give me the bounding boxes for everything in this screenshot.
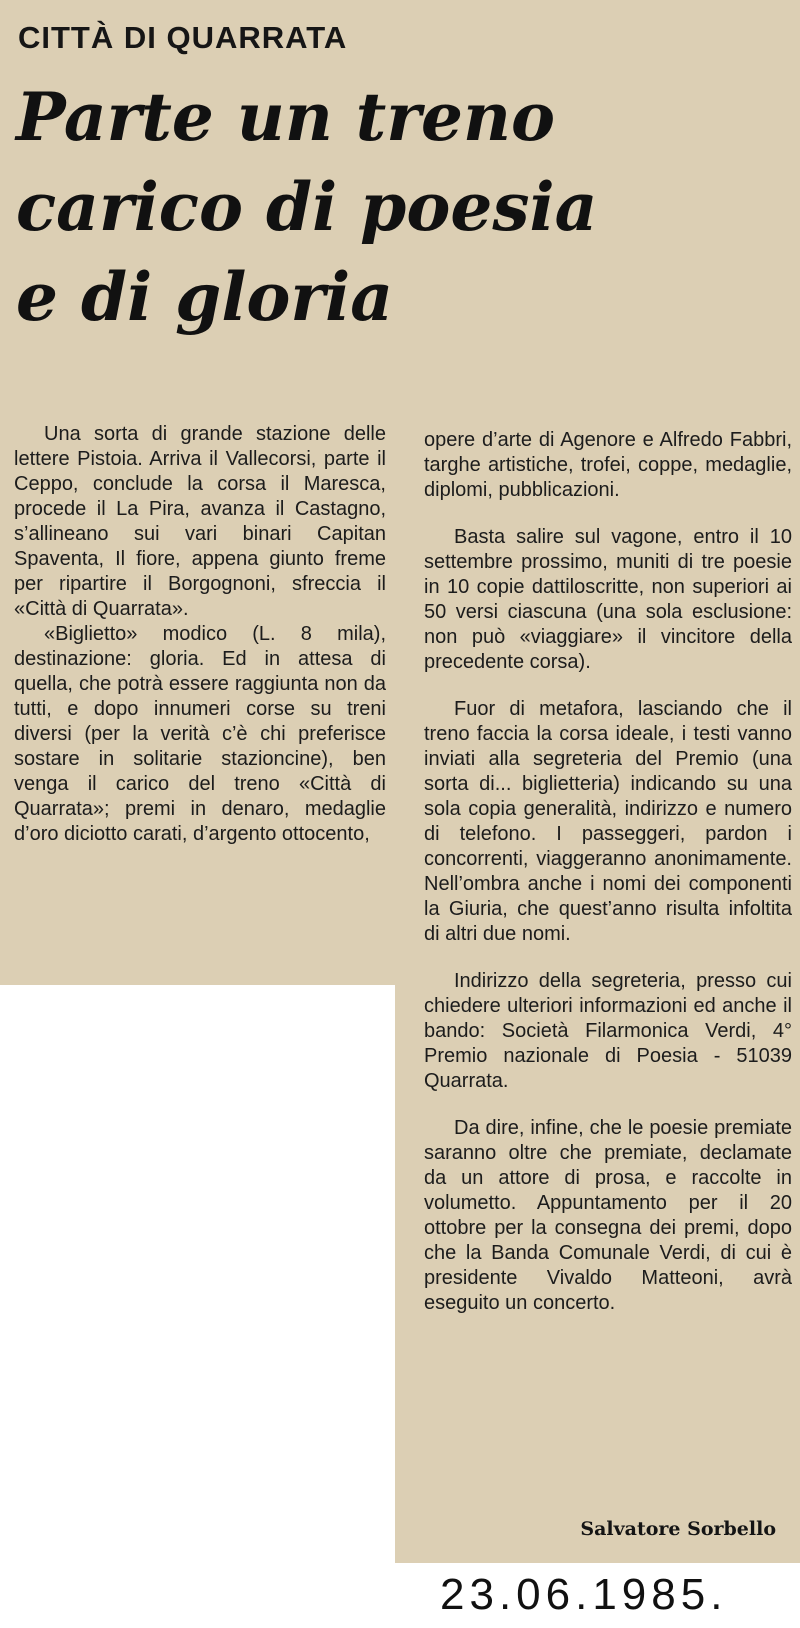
article-column-1 — [14, 422, 386, 847]
paragraph: «Biglietto» modico (L. 8 mila), destinazione: gloria. Ed in attesa di quella, che potrà essere raggiunta non da tutti, e dopo innumeri corse su treni diversi (per la verità c’è chi preferisce sostare in solitarie stazioncine), ben venga il carico del treno «Città di Quarrata»; premi in denaro, medaglie d’oro diciotto carati, d’argento ottocento, — [14, 623, 386, 845]
article-column-2 — [424, 428, 792, 1316]
handwritten-date: 23.06.1985. — [440, 1570, 728, 1619]
paragraph: Una sorta di grande stazione delle lettere Pistoia. Arriva il Vallecorsi, parte il Ceppo, conclude la corsa il Maresca, procede il La Pira, avanza il Castagno, s’allineano sui vari binari Capitan Spaventa, Il fiore, appena giunto freme per ripartire il Borgognoni, sfreccia il «Città di Quarrata». — [14, 423, 386, 620]
paragraph: opere d’arte di Agenore e Alfredo Fabbri, targhe artistiche, trofei, coppe, medaglie, diplomi, pubblicazioni. — [424, 429, 792, 501]
author-signature: Salvatore Sorbello — [580, 1518, 776, 1540]
headline — [16, 72, 656, 342]
paragraph: Basta salire sul vagone, entro il 10 settembre prossimo, muniti di tre poesie in 10 copie dattiloscritte, non superiori ai 50 versi ciascuna (una sola esclusione: non può «viaggiare» il vincitore della precedente corsa). — [424, 526, 792, 673]
section-kicker: CITTÀ DI QUARRATA — [18, 20, 348, 55]
paragraph: Fuor di metafora, lasciando che il treno faccia la corsa ideale, i testi vanno inviati alla segreteria del Premio (una sorta di... biglietteria) indicando su una sola copia generalità, indirizzo e numero di telefono. I passeggeri, pardon i concorrenti, viaggeranno anonimamente. Nell’ombra anche i nomi dei componenti la Giuria, che quest’anno risulta infoltita di altri due nomi. — [424, 698, 792, 945]
paragraph: Da dire, infine, che le poesie premiate saranno oltre che premiate, declamate da un attore di prosa, e raccolte in volumetto. Appuntamento per il 20 ottobre per la consegna dei premi, dopo che la Banda Comunale Verdi, di cui è presidente Vivaldo Matteoni, avrà eseguito un concerto. — [424, 1117, 792, 1314]
paragraph: Indirizzo della segreteria, presso cui chiedere ulteriori informazioni ed anche il bando: Società Filarmonica Verdi, 4° Premio nazionale di Poesia - 51039 Quarrata. — [424, 970, 792, 1092]
headline-line: Parte un treno — [16, 78, 556, 156]
headline-line: e di gloria — [16, 258, 394, 336]
headline-line: carico di poesia — [16, 168, 598, 246]
